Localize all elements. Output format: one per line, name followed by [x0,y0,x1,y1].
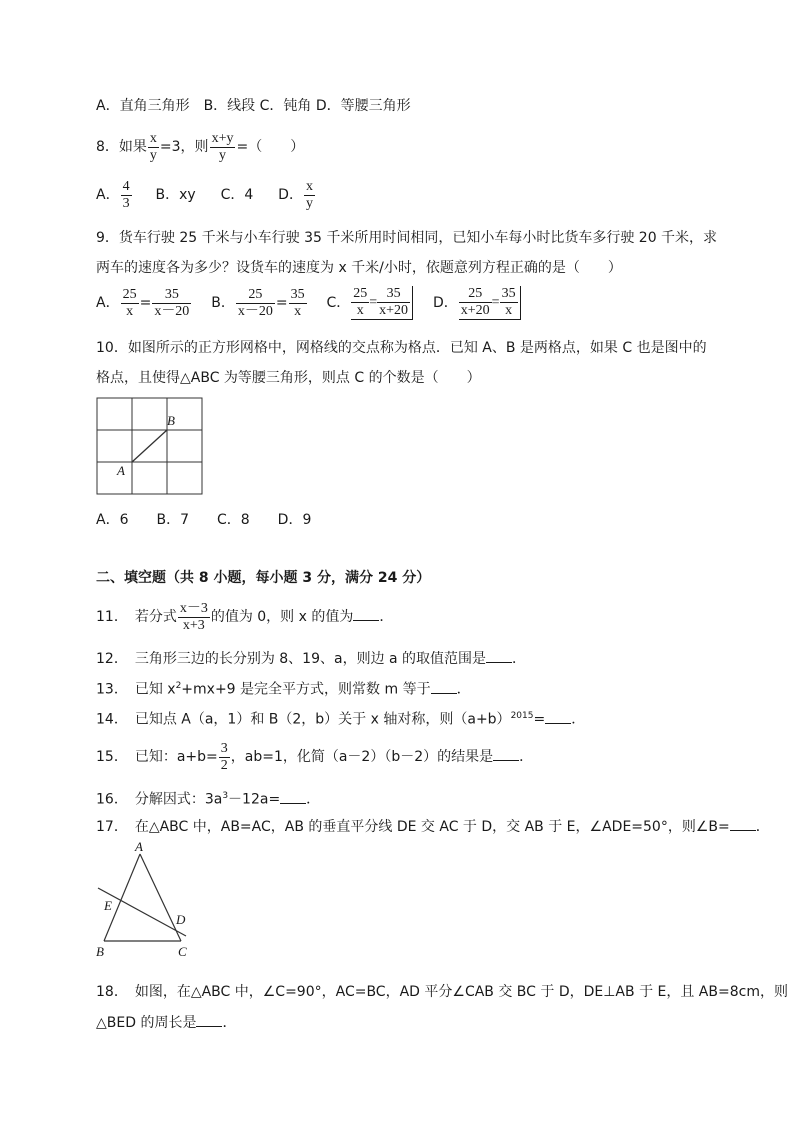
q8-fraction-1 [148,131,159,164]
q9-c-left-num: 25 [353,286,368,301]
q8-option-b: B．xy [155,187,196,203]
point-a-label: A [117,463,125,478]
q9-option-a: A． $\frac{25}{x}$ = $\frac{35}{x-20}$ [96,286,190,319]
q11-blank [353,606,379,621]
q8-option-c: C．4 [220,187,254,203]
q8-stem [96,130,304,164]
q9-option-b-label: B． [211,295,235,311]
q9-d-right-den: x [500,302,518,319]
q9-line-1: 9．货车行驶 25 千米与小车行驶 35 千米所用时间相同，已知小车每小时比货车多行驶 20 千米，求 [96,230,718,246]
q17-end-dot: ． [755,819,770,835]
q12 [96,648,526,669]
q14-exponent: 2015 [510,711,534,721]
q17-triangle-figure [94,838,204,962]
q16-end-dot: ． [306,791,321,808]
q9-d-right-num: 35 [501,286,516,301]
q11 [96,600,393,634]
q9-b-right-num: 35 [290,286,305,302]
q15-suffix: ，ab=1，化简（a－2）（b－2）的结果是 [230,749,494,765]
point-e-label: E [104,898,112,913]
q13-prefix: 13． 已知 x [96,681,176,698]
q9-a-right-den: x－20 [154,303,190,319]
q13-suffix: +mx+9 是完全平方式，则常数 m 等于 [181,681,431,698]
q17-blank [730,816,756,831]
vertex-a-label: A [135,839,143,854]
q7-options: A．直角三角形 B．线段 C．钝角 D．等腰三角形 [96,98,411,114]
q8-f2-den: y [210,147,236,164]
q9-option-d-label: D． [432,295,458,311]
q16-suffix: －12a= [228,791,281,808]
q16-blank [280,789,306,804]
q15-fraction [219,741,230,774]
vertex-c-label: C [178,944,187,959]
q9-d-left-num: 25 [468,286,483,301]
q8-prefix: 8．如果 [96,139,147,155]
q14-suffix: = [533,711,546,728]
q14-prefix: 14． 已知点 A（a，1）和 B（2，b）关于 x 轴对称，则（a+b） [96,711,511,728]
q9-c-left-den: x [351,302,369,319]
q18-line-2 [96,1012,236,1033]
q8-option-a-fraction [121,179,132,212]
q11-den: x+3 [178,617,210,634]
q14-end-dot: ． [571,711,586,728]
q12-blank [486,648,512,663]
q8-option-a-den: 3 [122,195,130,211]
q9-a-left [121,287,139,320]
q15-den: 2 [220,757,228,773]
q9-c-left [351,286,369,319]
q9-a-left-den: x [121,303,139,320]
q12-end-dot: ． [512,651,527,667]
q13 [96,676,471,700]
q8-option-a-label: A． [96,187,120,203]
q8-f2-num: x+y [211,130,234,146]
q15 [96,740,533,774]
section-2-heading: 二、填空题（共 8 小题，每小题 3 分，满分 24 分） [96,570,431,586]
q8-suffix: =（ ） [236,139,305,155]
q9-a-right-num: 35 [164,286,179,302]
q9-b-left-num: 25 [248,286,263,302]
q10-options: A．6 B．7 C．8 D．9 [96,512,312,528]
segment-ab [132,430,167,462]
q16-prefix: 16． 分解因式：3a [96,791,223,808]
q11-num: x－3 [179,600,208,616]
q9-d-equation: $\frac{25}{x+20}$ = $\frac{35}{x}$ [459,286,521,320]
q15-blank [493,746,519,761]
q9-line-2: 两车的速度各为多少？设货车的速度为 x 千米/小时，依题意列方程正确的是（ ） [96,260,622,276]
q18-line-1: 18． 如图，在△ABC 中，∠C=90°，AC=BC，AD 平分∠CAB 交 BC 于 D，DE⊥AB 于 E，且 AB=8cm，则 [96,984,788,1000]
q9-c-right-num: 35 [386,286,401,301]
q11-fraction [178,601,210,634]
q11-prefix: 11． 若分式 [96,609,177,625]
q9-d-left-den: x+20 [460,303,490,318]
point-d-label: D [176,912,186,927]
q11-end-dot: ． [379,609,394,625]
q9-c-right [377,286,410,319]
q8-f1-den: y [149,147,157,163]
q8-option-d-num: x [305,178,313,194]
q9-b-right-den: x [289,303,307,320]
q9-a-right [152,287,191,320]
vertex-b-label: B [96,944,104,959]
q18-line-2-text: △BED 的周长是 [96,1015,197,1031]
q11-suffix: 的值为 0，则 x 的值为 [210,609,354,625]
q15-end-dot: ． [519,749,534,765]
q9-c-equation: $\frac{25}{x}$ = $\frac{35}{x+20}$ [351,286,413,320]
q16-exponent: 3 [222,791,229,801]
q18-blank [196,1012,222,1027]
q8-fraction-2 [210,131,236,164]
q8-option-d-fraction [304,179,315,212]
q12-text: 12． 三角形三边的长分别为 8、19、a，则边 a 的取值范围是 [96,651,487,667]
q18-end-dot: ． [222,1015,237,1031]
q9-a-left-num: 25 [122,286,137,302]
q13-exponent: 2 [175,681,182,691]
side-ac [140,854,181,941]
q14 [96,706,585,730]
q8-mid: =3，则 [159,139,209,155]
q9-option-d [432,286,522,318]
q13-blank [431,679,457,694]
q9-option-a-label: A． [96,295,120,311]
q9-option-b: B． $\frac{25}{x-20}$ = $\frac{35}{x}$ [211,286,305,319]
q9-option-c [326,286,418,318]
q9-c-right-den: x+20 [379,303,409,318]
q15-num: 3 [220,740,228,756]
q9-d-right [500,286,518,319]
q9-b-left [236,287,275,320]
q17-text: 17． 在△ABC 中，AB=AC，AB 的垂直平分线 DE 交 AC 于 D，交 AB 于 E，∠ADE=50°，则∠B= [96,819,730,835]
q15-prefix: 15． 已知：a+b= [96,749,218,765]
point-b-label: B [167,413,175,428]
q8-f1-num: x [149,130,157,146]
q8-option-a-num: 4 [122,178,130,194]
q9-option-c-label: C． [326,295,351,311]
q10-line-2: 格点，且使得△ABC 为等腰三角形，则点 C 的个数是（ ） [96,370,481,386]
q8-option-d-den: y [305,195,313,211]
q8-option-d-label: D． [278,187,303,203]
q16 [96,786,320,810]
q13-end-dot: ． [456,681,471,698]
q9-b-right [289,287,307,320]
q10-grid-figure [95,396,207,498]
q14-blank [545,709,571,724]
q9-options [96,286,522,320]
q17 [96,816,770,837]
q9-d-left [459,286,492,319]
q10-line-1: 10．如图所示的正方形网格中，网格线的交点称为格点．已知 A、B 是两格点，如果 C 也是图中的 [96,340,707,356]
q8-options [96,178,316,212]
q9-b-left-den: x－20 [237,303,273,319]
